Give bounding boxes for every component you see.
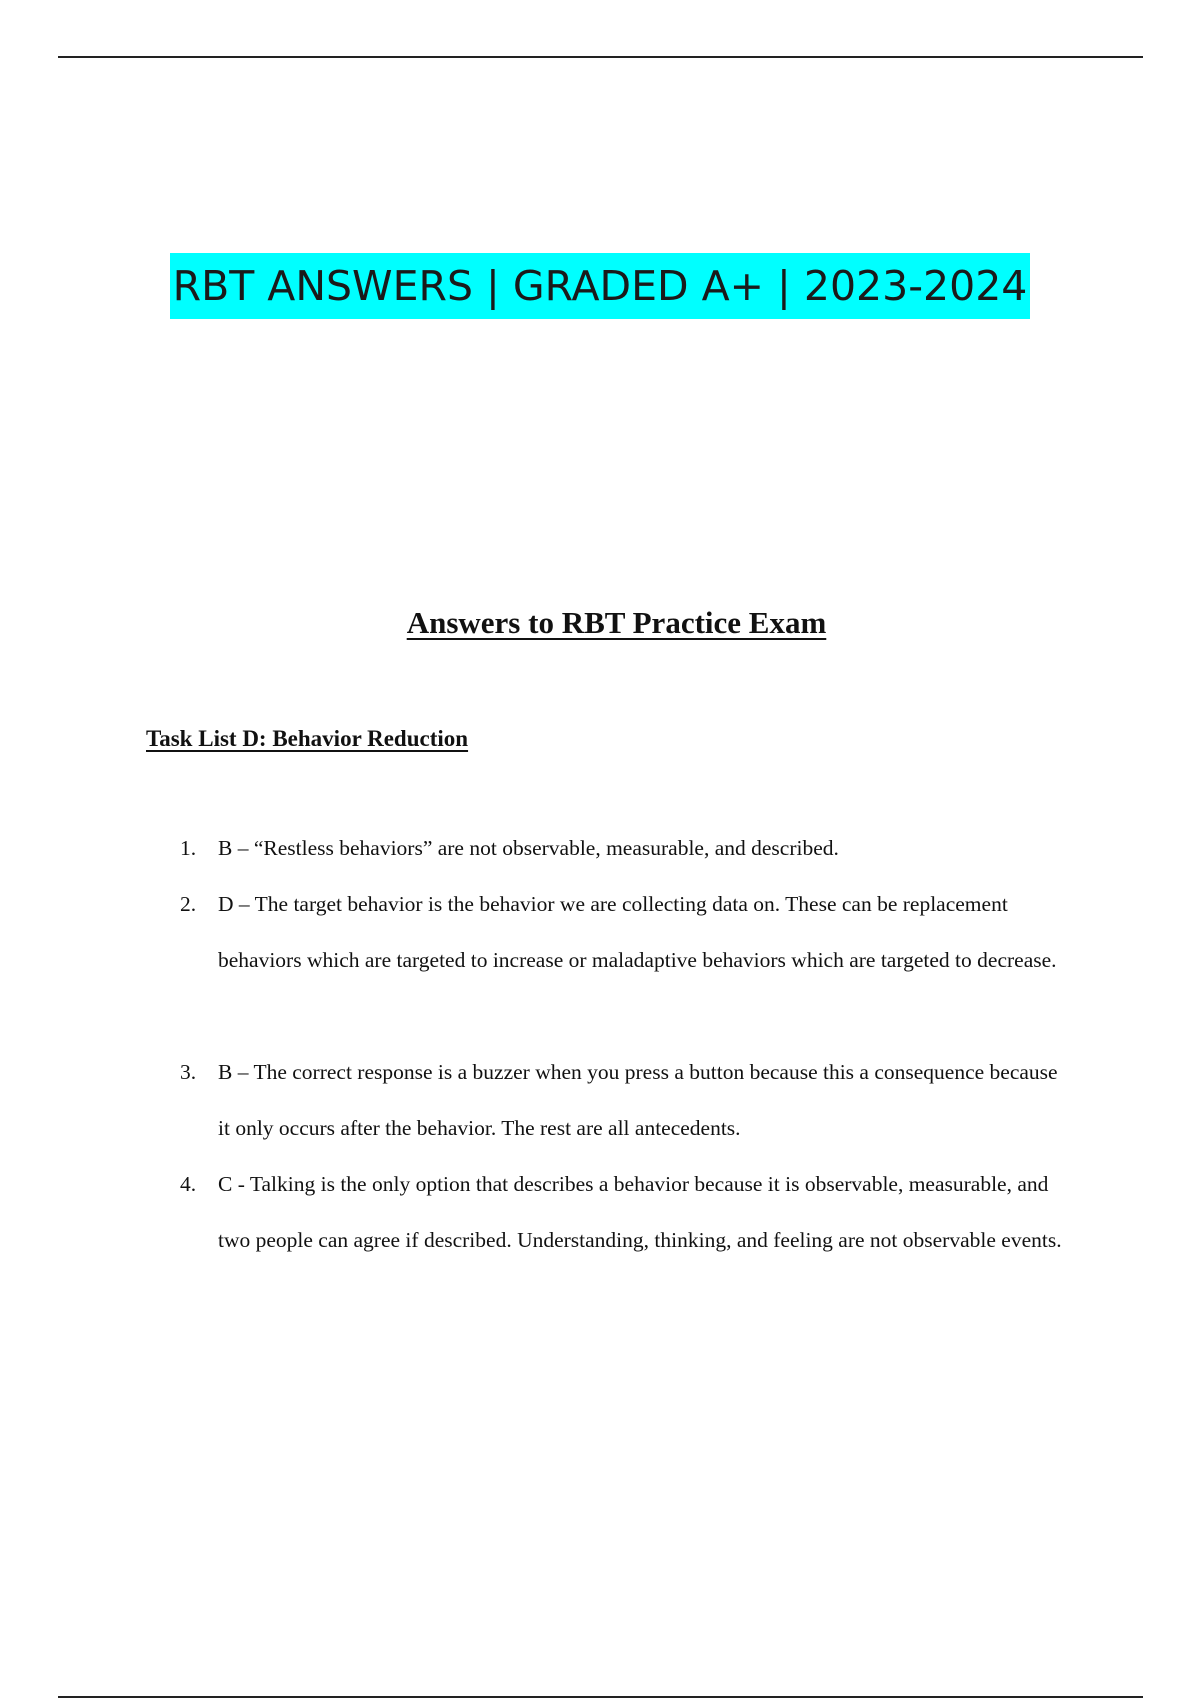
answer-item-4 — [0, 1156, 1068, 1268]
answer-list — [0, 820, 1200, 1268]
document-title: Answers to RBT Practice Exam — [406, 605, 827, 640]
banner-container — [0, 253, 1200, 319]
highlighted-banner: RBT ANSWERS | GRADED A+ | 2023-2024 — [170, 253, 1031, 319]
answer-text: B – The correct response is a buzzer when you press a button because this a consequence because it only occurs after the behavior. The rest are all antecedents. — [218, 1060, 1058, 1140]
answer-number: 4. — [180, 1172, 197, 1196]
answer-item-1 — [0, 820, 1068, 876]
footer-rule — [58, 1696, 1143, 1698]
answer-number: 2. — [180, 892, 197, 916]
answer-text: D – The target behavior is the behavior we are collecting data on. These can be replacement behaviors which are targeted to increase or maladaptive behaviors which are targeted to decrease. — [218, 892, 1057, 972]
answer-item-2 — [0, 876, 1068, 988]
header-rule — [58, 56, 1143, 58]
answer-item-3 — [0, 1044, 1068, 1156]
answer-text: B – “Restless behaviors” are not observable, measurable, and described. — [218, 836, 839, 860]
answer-number: 3. — [180, 1060, 197, 1084]
answer-text: C - Talking is the only option that describes a behavior because it is observable, measurable, and two people can agree if described. Understanding, thinking, and feeling are not observable events. — [218, 1172, 1062, 1252]
answer-number: 1. — [180, 836, 197, 860]
section-title: Task List D: Behavior Reduction — [146, 726, 469, 751]
